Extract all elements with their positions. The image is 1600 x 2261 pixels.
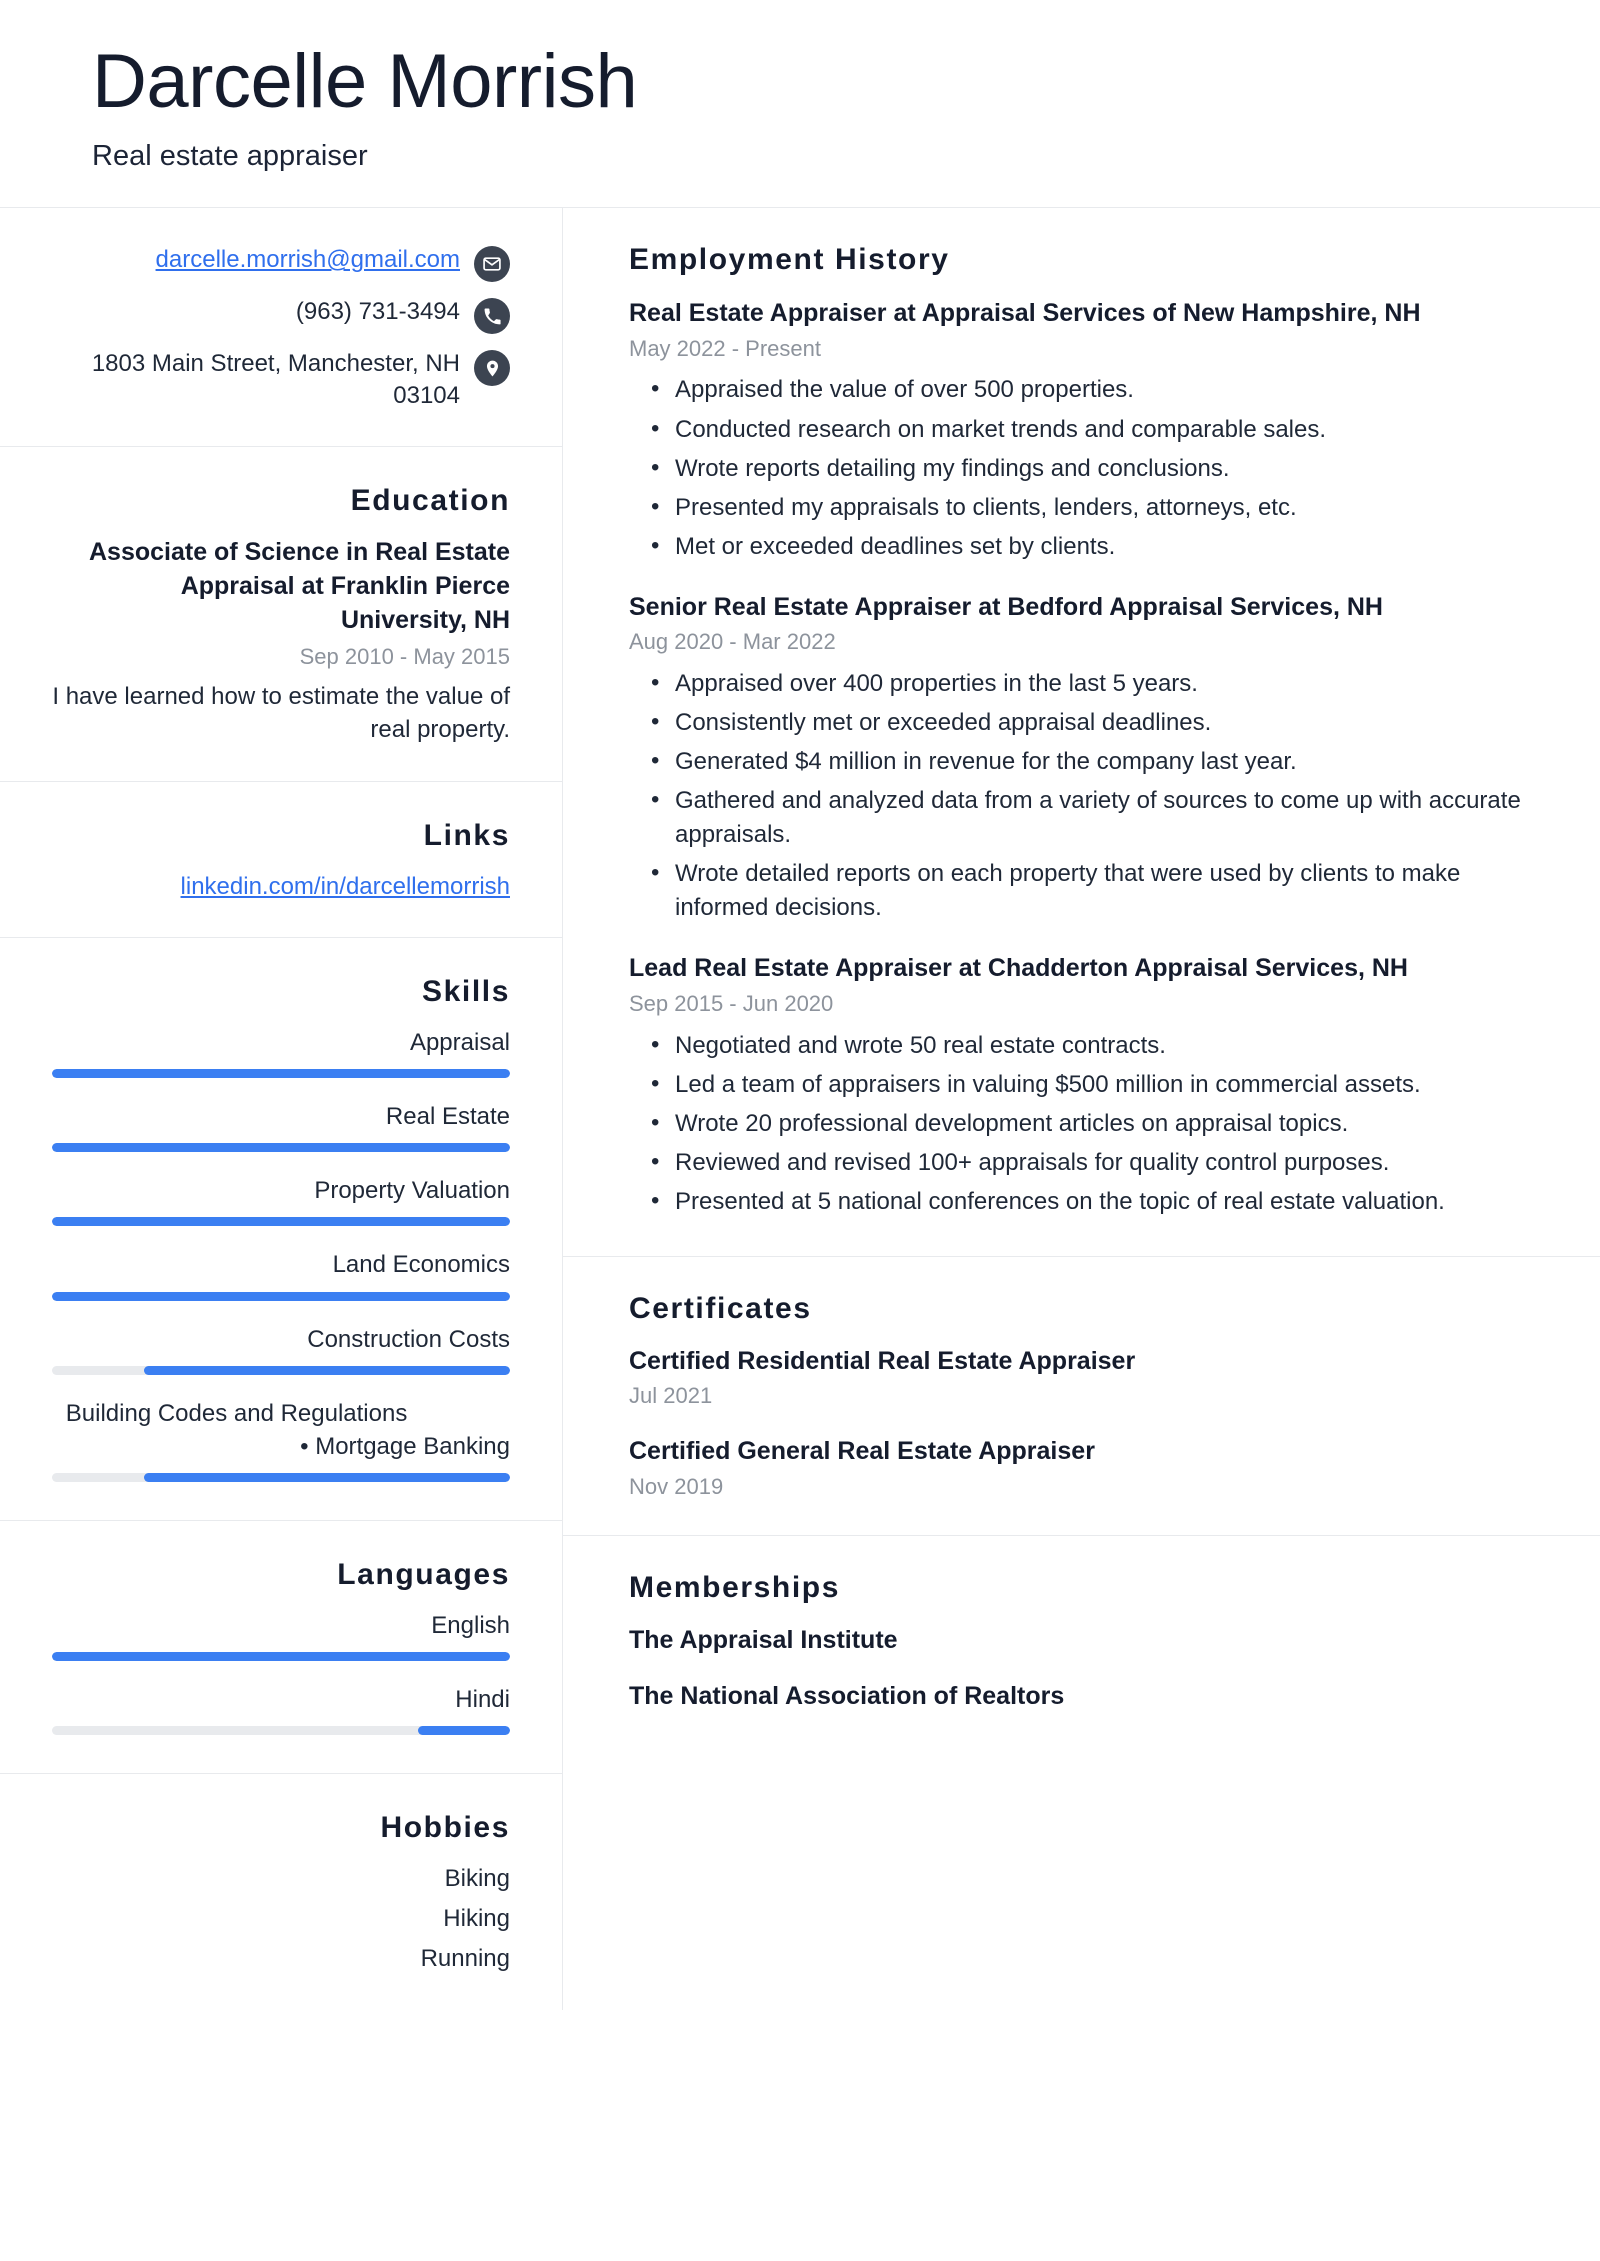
- skills-level-fill: [52, 1069, 510, 1078]
- membership-entry: The Appraisal Institute: [629, 1626, 898, 1655]
- contact-row-phone[interactable]: [52, 296, 510, 334]
- certificate-entry: [629, 1345, 1530, 1411]
- languages-heading: Languages: [337, 1557, 510, 1591]
- envelope-icon: [474, 246, 510, 282]
- languages-label: Hindi: [455, 1686, 510, 1713]
- skills-item: [52, 1323, 510, 1375]
- employment-section: [563, 208, 1600, 1257]
- education-degree: Associate of Science in Real Estate Appraisal at Franklin Pierce University, NH: [88, 537, 510, 634]
- skills-level-bar: [52, 1143, 510, 1152]
- hobby-item: Hiking: [443, 1905, 510, 1933]
- skills-level-fill: [144, 1473, 510, 1482]
- languages-item: [52, 1683, 510, 1735]
- employment-heading: Employment History: [629, 243, 950, 277]
- certificate-date: Nov 2019: [629, 1473, 724, 1499]
- hobbies-section: [0, 1774, 562, 2010]
- resume-body: [0, 208, 1600, 2010]
- employment-entry: [629, 590, 1530, 926]
- education-description: I have learned how to estimate the value of real property.: [52, 683, 510, 743]
- employment-entry-date: Aug 2020 - Mar 2022: [629, 629, 836, 655]
- skills-level-fill: [52, 1292, 510, 1301]
- skills-heading: Skills: [422, 975, 510, 1009]
- employment-entry-title: Senior Real Estate Appraiser at Bedford Appraisal Services, NH: [629, 592, 1383, 621]
- skills-label: Building Codes and Regulations • Mortgage Banking: [65, 1399, 510, 1460]
- skills-item: [52, 1248, 510, 1300]
- skills-level-bar: [52, 1217, 510, 1226]
- memberships-heading: Memberships: [629, 1571, 840, 1605]
- skills-item: [52, 1397, 510, 1482]
- skills-level-bar: [52, 1366, 510, 1375]
- employment-entry: [629, 296, 1530, 563]
- certificate-name: Certified Residential Real Estate Appraiser: [629, 1346, 1136, 1375]
- languages-label: English: [431, 1611, 510, 1639]
- languages-level-fill: [418, 1726, 510, 1735]
- employment-entry-title: Lead Real Estate Appraiser at Chadderton Appraisal Services, NH: [629, 954, 1408, 983]
- languages-section: [0, 1521, 562, 1774]
- hobby-item: Running: [420, 1945, 510, 1973]
- skills-list: [52, 1026, 510, 1482]
- contact-section: [0, 208, 562, 446]
- education-heading: Education: [350, 483, 510, 517]
- certificate-date: Jul 2021: [629, 1383, 713, 1409]
- skills-level-fill: [52, 1143, 510, 1152]
- list-item: • Reviewed and revised 100+ appraisals for quality control purposes.: [675, 1146, 1530, 1180]
- certificate-entry: [629, 1435, 1530, 1501]
- address-text: 1803 Main Street, Manchester, NH 03104: [91, 350, 460, 410]
- certificates-list: [629, 1345, 1530, 1501]
- skills-level-bar: [52, 1292, 510, 1301]
- resume-header: [0, 0, 1600, 208]
- employment-entry-date: May 2022 - Present: [629, 335, 821, 361]
- languages-level-bar: [52, 1726, 510, 1735]
- linkedin-link[interactable]: linkedin.com/in/darcellemorrish: [180, 872, 510, 900]
- memberships-list: [629, 1624, 1530, 1713]
- links-heading: Links: [423, 818, 510, 852]
- employment-entry-bullets: [629, 1029, 1530, 1219]
- employment-entry: [629, 951, 1530, 1218]
- hobby-item: Biking: [444, 1865, 510, 1893]
- contact-row-email[interactable]: [52, 244, 510, 282]
- education-item: [52, 535, 510, 747]
- skills-item: [52, 1174, 510, 1226]
- languages-item: [52, 1609, 510, 1661]
- skills-level-fill: [144, 1366, 510, 1375]
- list-item: • Presented at 5 national conferences on the topic of real estate valuation.: [675, 1185, 1530, 1219]
- hobbies-list: [52, 1862, 510, 1976]
- education-date: Sep 2010 - May 2015: [299, 643, 510, 669]
- list-item: • Wrote 20 professional development articles on appraisal topics.: [675, 1107, 1530, 1141]
- skills-label: Property Valuation: [314, 1177, 510, 1205]
- certificates-section: [563, 1257, 1600, 1536]
- skills-level-fill: [52, 1217, 510, 1226]
- list-item: • Wrote detailed reports on each property that were used by clients to make informed decisions.: [675, 857, 1530, 925]
- list-item: • Gathered and analyzed data from a variety of sources to come up with accurate appraisals.: [675, 784, 1530, 852]
- languages-level-bar: [52, 1652, 510, 1661]
- certificate-name: Certified General Real Estate Appraiser: [629, 1437, 1095, 1466]
- languages-list: [52, 1609, 510, 1735]
- list-item: • Wrote reports detailing my findings and conclusions.: [675, 452, 1530, 486]
- phone-text: (963) 731-3494: [295, 298, 460, 326]
- languages-level-fill: [52, 1652, 510, 1661]
- skills-label: Land Economics: [332, 1251, 510, 1279]
- skills-item: [52, 1026, 510, 1078]
- hobbies-heading: Hobbies: [380, 1811, 510, 1845]
- employment-entry-date: Sep 2015 - Jun 2020: [629, 990, 834, 1016]
- certificates-heading: Certificates: [629, 1291, 812, 1325]
- list-item: • Met or exceeded deadlines set by clients.: [675, 530, 1530, 564]
- employment-entry-bullets: [629, 373, 1530, 563]
- page-title: Darcelle Morrish: [92, 39, 638, 124]
- list-item: • Led a team of appraisers in valuing $500 million in commercial assets.: [675, 1068, 1530, 1102]
- location-pin-icon: [474, 350, 510, 386]
- list-item: • Presented my appraisals to clients, lenders, attorneys, etc.: [675, 491, 1530, 525]
- employment-entry-title: Real Estate Appraiser at Appraisal Services of New Hampshire, NH: [629, 299, 1421, 328]
- skills-label: Appraisal: [409, 1029, 510, 1057]
- memberships-section: [563, 1536, 1600, 1747]
- skills-section: [0, 938, 562, 1521]
- skills-level-bar: [52, 1069, 510, 1078]
- phone-icon: [474, 298, 510, 334]
- job-title-subtitle: Real estate appraiser: [92, 139, 368, 172]
- main-column: [563, 208, 1600, 2010]
- skills-label: Real Estate: [385, 1103, 510, 1131]
- employment-entry-bullets: [629, 667, 1530, 926]
- list-item: • Consistently met or exceeded appraisal deadlines.: [675, 706, 1530, 740]
- education-section: [0, 447, 562, 782]
- skills-label: Construction Costs: [307, 1325, 510, 1353]
- list-item: • Conducted research on market trends and comparable sales.: [675, 413, 1530, 447]
- list-item: • Negotiated and wrote 50 real estate contracts.: [675, 1029, 1530, 1063]
- list-item: • Generated $4 million in revenue for the company last year.: [675, 745, 1530, 779]
- jobs-list: [629, 296, 1530, 1219]
- list-item: • Appraised the value of over 500 properties.: [675, 373, 1530, 407]
- links-section: [0, 782, 562, 939]
- list-item: • Appraised over 400 properties in the last 5 years.: [675, 667, 1530, 701]
- membership-entry: The National Association of Realtors: [629, 1681, 1065, 1710]
- sidebar-column: [0, 208, 563, 2010]
- contact-row-address: [52, 348, 510, 411]
- skills-level-bar: [52, 1473, 510, 1482]
- skills-item: [52, 1100, 510, 1152]
- email-link[interactable]: darcelle.morrish@gmail.com: [155, 246, 460, 274]
